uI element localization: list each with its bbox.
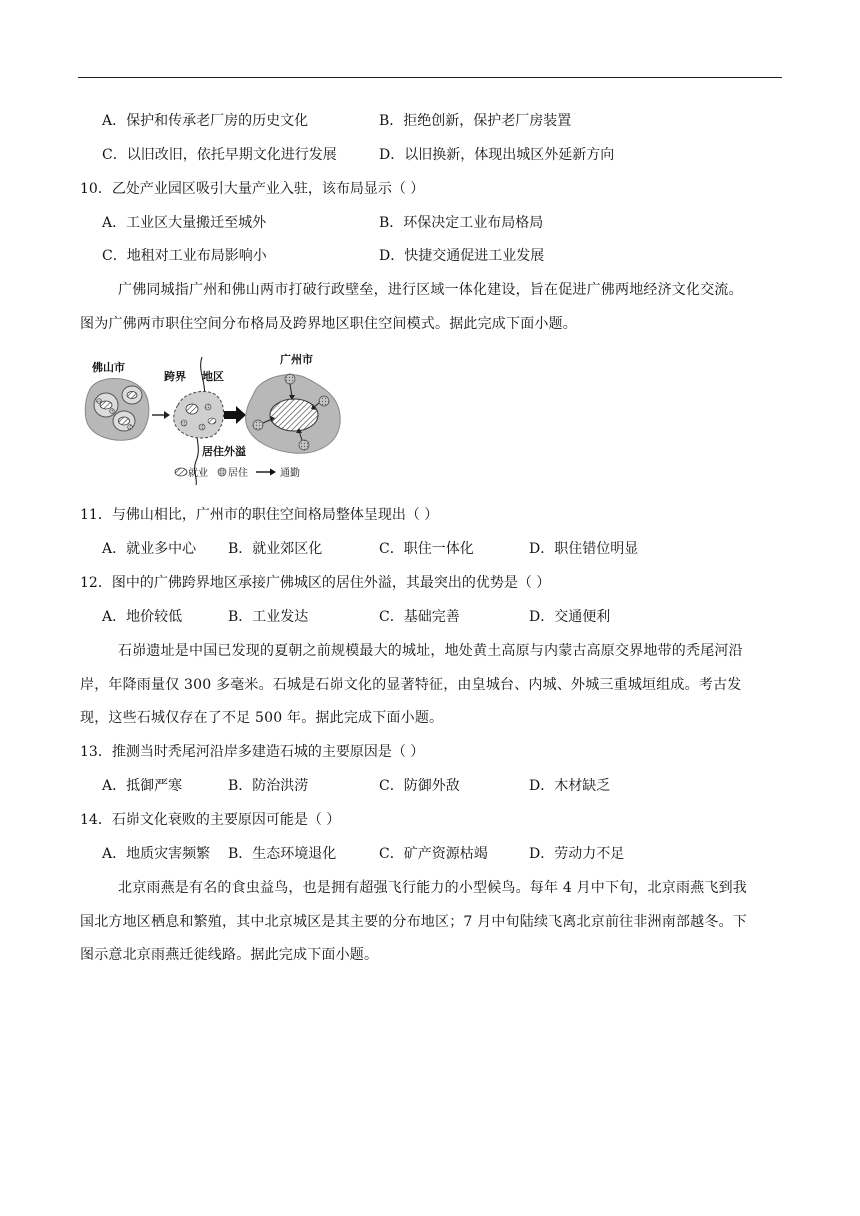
label-guangzhou: 广州市 (280, 353, 313, 366)
kuajie-region (174, 391, 224, 438)
q10-option-c[interactable]: C．地租对工业布局影响小 (102, 248, 267, 264)
q11-option-d[interactable]: D．职住错位明显 (529, 541, 639, 557)
q11-stem: 11．与佛山相比，广州市的职住空间格局整体呈现出（ ） (80, 507, 439, 523)
passage2-line-1: 石峁遗址是中国已发现的夏朝之前规模最大的城址，地处黄土高原与内蒙古高原交界地带的秃尾河沿 (118, 643, 743, 659)
q14-option-a[interactable]: A．地质灾害频繁 (102, 846, 211, 862)
q13-option-c[interactable]: C．防御外敌 (379, 778, 460, 794)
q10-option-d[interactable]: D．快捷交通促进工业发展 (379, 248, 545, 264)
guangfo-diagram (84, 349, 346, 485)
q11-option-c[interactable]: C．职住一体化 (379, 541, 474, 557)
label-overflow: 居住外溢 (202, 445, 246, 458)
passage3-line-1: 北京雨燕是有名的食虫益鸟，也是拥有超强飞行能力的小型候鸟。每年 4 月中下旬，北京雨燕飞到我 (118, 880, 748, 896)
q13-stem: 13．推测当时秃尾河沿岸多建造石城的主要原因是（ ） (80, 744, 425, 760)
q10-stem: 10．乙处产业园区吸引大量产业入驻，该布局显示（ ） (80, 181, 425, 197)
q12-option-b[interactable]: B．工业发达 (228, 609, 309, 625)
label-kuajie: 跨界 (164, 370, 186, 383)
q12-option-a[interactable]: A．地价较低 (102, 609, 183, 625)
q14-option-d[interactable]: D．劳动力不足 (529, 846, 625, 862)
passage1-line-1: 广佛同城指广州和佛山两市打破行政壁垒，进行区域一体化建设，旨在促进广佛两地经济文化交流。 (118, 282, 743, 298)
q9-option-a[interactable]: A．保护和传承老厂房的历史文化 (102, 113, 309, 129)
passage2-line-2: 岸，年降雨量仅 300 多毫米。石城是石峁文化的显著特征，由皇城台、内城、外城三重城垣组成。考古发 (80, 677, 742, 693)
q12-option-d[interactable]: D．交通便利 (529, 609, 611, 625)
q10-option-b[interactable]: B．环保决定工业布局格局 (379, 215, 544, 231)
q10-option-a[interactable]: A．工业区大量搬迁至城外 (102, 215, 267, 231)
q9-option-b[interactable]: B．拒绝创新，保护老厂房装置 (379, 113, 572, 129)
q14-option-b[interactable]: B．生态环境退化 (228, 846, 337, 862)
q11-option-b[interactable]: B．就业郊区化 (228, 541, 323, 557)
q13-option-a[interactable]: A．抵御严寒 (102, 778, 183, 794)
q9-option-c[interactable]: C．以旧改旧，依托早期文化进行发展 (102, 147, 337, 163)
q11-option-a[interactable]: A．就业多中心 (102, 541, 197, 557)
legend-tongqin: 通勤 (280, 468, 300, 479)
q12-stem: 12．图中的广佛跨界地区承接广佛城区的居住外溢，其最突出的优势是（ ） (80, 575, 551, 591)
q14-stem: 14．石峁文化衰败的主要原因可能是（ ） (80, 812, 341, 828)
header-rule (78, 77, 782, 78)
label-foshan: 佛山市 (92, 361, 125, 374)
q12-option-c[interactable]: C．基础完善 (379, 609, 460, 625)
big-arrow-icon (224, 406, 246, 424)
label-diqu: 地区 (202, 370, 224, 383)
passage3-line-2: 国北方地区栖息和繁殖，其中北京城区是其主要的分布地区；7 月中旬陆续飞离北京前往非洲南部越冬。下 (80, 914, 747, 930)
legend-juzhu: 居住 (228, 468, 248, 479)
guangzhou-core (270, 399, 318, 431)
q13-option-d[interactable]: D．木材缺乏 (529, 778, 611, 794)
legend-jiuye: 就业 (188, 468, 208, 479)
q9-option-d[interactable]: D．以旧换新，体现出城区外延新方向 (379, 147, 615, 163)
passage2-line-3: 现，这些石城仅存在了不足 500 年。据此完成下面小题。 (80, 710, 444, 726)
passage1-line-2: 图为广佛两市职住空间分布格局及跨界地区职住空间模式。据此完成下面小题。 (80, 316, 577, 332)
passage3-line-3: 图示意北京雨燕迁徙线路。据此完成下面小题。 (80, 947, 379, 963)
q13-option-b[interactable]: B．防治洪涝 (228, 778, 309, 794)
q14-option-c[interactable]: C．矿产资源枯竭 (379, 846, 488, 862)
